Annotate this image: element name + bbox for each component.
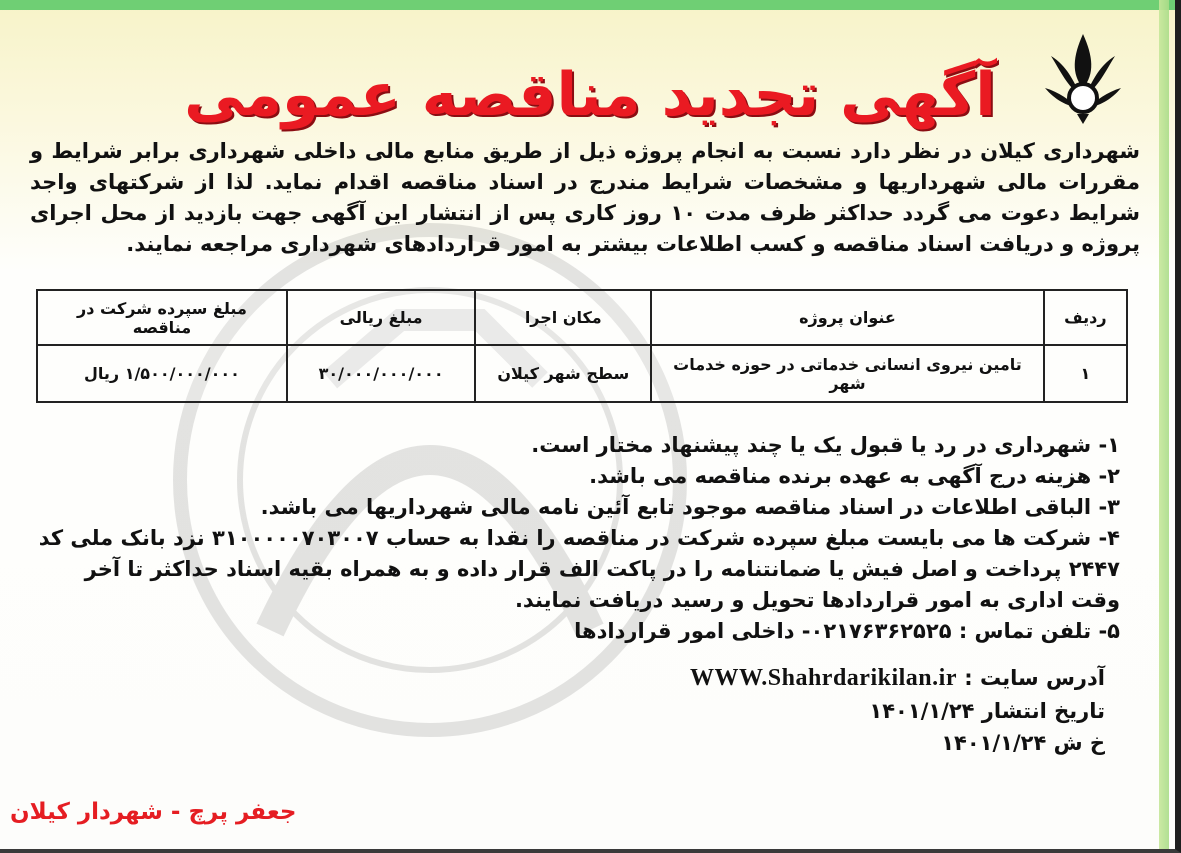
mayor-signature: جعفر پرچ - شهردار کیلان bbox=[10, 799, 297, 825]
cell-deposit: ۱/۵۰۰/۰۰۰/۰۰۰ ریال bbox=[37, 345, 287, 402]
publish-date: تاریخ انتشار ۱۴۰۱/۱/۲۴ bbox=[869, 698, 1105, 723]
side-green-edge bbox=[1159, 0, 1169, 849]
header-project-title: عنوان پروژه bbox=[651, 290, 1043, 345]
tender-table bbox=[36, 289, 1128, 403]
intro-paragraph: شهرداری کیلان در نظر دارد نسبت به انجام پروژه ذیل از طریق منابع مالی داخلی شهرداری برابر شرایط و مقررات مالی شهرداریها و مشخصات شرایط مندرج در اسناد مناقصه اقدام نماید. لذا از شرکتهای واجد شرایط دعوت می گردد حداکثر ظرف مدت ۱۰ روز کاری پس از انتشار این آگهی جهت بازدید از محل اجرای پروژه و دریافت اسناد مناقصه و کسب اطلاعات بیشتر به امور قراردادهای شهرداری مراجعه نمایند. bbox=[30, 139, 1140, 256]
header-row-number: ردیف bbox=[1044, 290, 1127, 345]
table-header-row bbox=[37, 290, 1127, 345]
table-row bbox=[37, 345, 1127, 402]
header-deposit: مبلغ سپرده شرکت در مناقصه bbox=[37, 290, 287, 345]
top-green-band bbox=[0, 0, 1175, 10]
condition-item: ۱- شهرداری در رد یا قبول یک یا چند پیشنهاد مختار است. bbox=[531, 433, 1120, 457]
condition-item: ۳- الباقی اطلاعات در اسناد مناقصه موجود تابع آئین نامه مالی شهرداریها می باشد. bbox=[260, 495, 1120, 519]
header-amount: مبلغ ریالی bbox=[287, 290, 475, 345]
condition-item: ۵- تلفن تماس : ۰۲۱۷۶۳۶۲۵۲۵- داخلی امور قراردادها bbox=[574, 619, 1120, 643]
website-label: آدرس سایت : bbox=[964, 666, 1105, 690]
cell-project-title: تامین نیروی انسانی خدماتی در حوزه خدمات شهر bbox=[651, 345, 1043, 402]
notice-code: خ ش ۱۴۰۱/۱/۲۴ bbox=[941, 731, 1105, 755]
conditions-list bbox=[34, 430, 1120, 647]
header-location: مکان اجرا bbox=[475, 290, 651, 345]
cell-row-number: ۱ bbox=[1044, 345, 1127, 402]
condition-item: ۲- هزینه درج آگهی به عهده برنده مناقصه می باشد. bbox=[589, 464, 1120, 488]
notice-title: آگهی تجدید مناقصه عمومی bbox=[184, 60, 996, 130]
website-line bbox=[545, 662, 1105, 695]
municipality-logo-icon bbox=[1043, 26, 1123, 126]
cell-location: سطح شهر کیلان bbox=[475, 345, 651, 402]
website-url[interactable]: WWW.Shahrdarikilan.ir bbox=[689, 665, 957, 691]
cell-amount: ۳۰/۰۰۰/۰۰۰/۰۰۰ bbox=[287, 345, 475, 402]
publication-info bbox=[545, 662, 1105, 760]
condition-item: ۴- شرکت ها می بایست مبلغ سپرده شرکت در مناقصه را نقدا به حساب ۳۱۰۰۰۰۰۷۰۳۰۰۷ نزد بانک ملی کد ۲۴۴۷ پرداخت و اصل فیش یا ضمانتنامه را در پاکت الف قرار داده و به همراه بقیه اسناد حداکثر تا آخر وقت اداری به امور قراردادها تحویل و رسید دریافت نمایند. bbox=[38, 526, 1120, 612]
